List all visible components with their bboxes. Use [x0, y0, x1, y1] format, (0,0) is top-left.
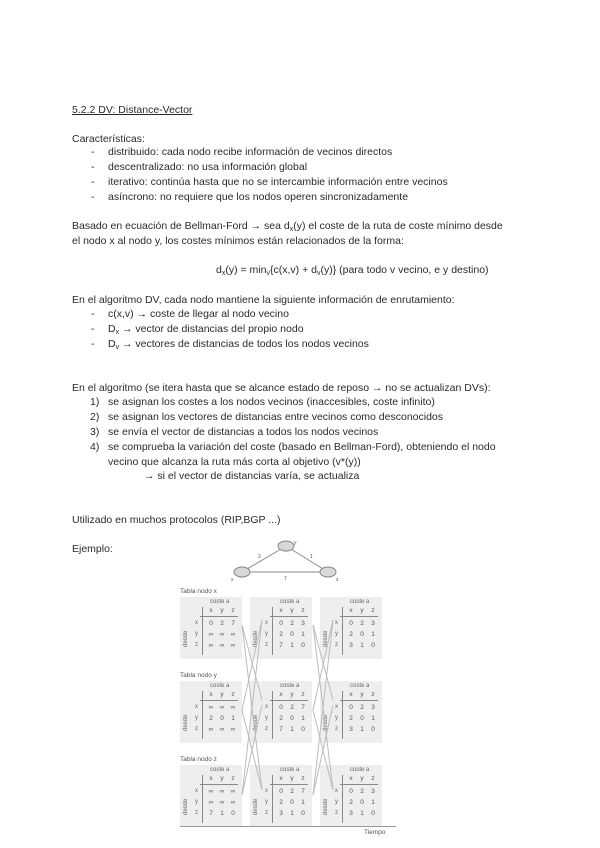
row-label: y: [335, 799, 338, 805]
table-cell: 0: [371, 642, 375, 649]
row-label: z: [195, 810, 198, 816]
time-axis: [180, 826, 396, 827]
side-label: desde: [253, 798, 259, 815]
row-label: z: [335, 726, 338, 732]
table-cell: 0: [360, 715, 364, 722]
table-cell: 2: [290, 620, 294, 627]
bellman-paragraph-line1: [72, 220, 503, 236]
text-run: {c(x,v) + d: [269, 264, 317, 276]
message-lines: [180, 590, 400, 830]
router-y: [278, 541, 294, 551]
table-cell: ∞: [230, 704, 236, 711]
list-item: descentralizado: no usa información global: [108, 161, 308, 173]
list-item: se asignan los vectores de distancias entre vecinos como desconocidos: [108, 411, 444, 423]
row-label: x: [335, 704, 338, 710]
bullet-dash: -: [91, 338, 95, 350]
table-cell: 0: [290, 799, 294, 806]
list-item: se envía el vector de distancias a todos los nodos vecinos: [108, 426, 379, 438]
table-cell: 2: [349, 631, 353, 638]
table-cell: ∞: [230, 788, 236, 795]
table-cell: ∞: [219, 726, 225, 733]
column-label: z: [301, 691, 305, 698]
table-cell: 1: [301, 631, 305, 638]
table-cell: 1: [220, 810, 224, 817]
edge-xy: [242, 546, 286, 572]
section-title: 5.2.2 DV: Distance-Vector: [72, 104, 193, 116]
subscript: x: [115, 329, 120, 336]
column-label: z: [301, 775, 305, 782]
list-item: distribuido: cada nodo recibe información de vecinos directos: [108, 146, 393, 158]
table-cell: 1: [371, 799, 375, 806]
router-z: [320, 567, 336, 577]
list-item-continuation: vecino que alcanza la ruta más corta al objetivo (v*(y)): [108, 456, 361, 468]
row-label: x: [195, 704, 198, 710]
message-line: [242, 620, 262, 710]
table-cell: ∞: [208, 631, 214, 638]
node-label-x: x: [231, 577, 234, 582]
table-cell: 1: [290, 642, 294, 649]
edge-cost-xy: 2: [258, 554, 261, 560]
table-header: coste a: [210, 599, 230, 605]
step-number: 1): [90, 396, 100, 408]
table-cell: 0: [349, 620, 353, 627]
table-header: coste a: [280, 767, 300, 773]
side-label: desde: [323, 798, 329, 815]
table-cell: 2: [349, 799, 353, 806]
text-run: Basado en ecuación de Bellman-Ford → sea d: [72, 220, 290, 232]
table-cell: 2: [360, 704, 364, 711]
bellman-paragraph-line2: el nodo x al nodo y, los costes mínimos están relacionados de la forma:: [72, 235, 404, 247]
table-cell: 0: [279, 788, 283, 795]
row-label: x: [265, 788, 268, 794]
table-header: coste a: [280, 599, 300, 605]
column-label: z: [231, 607, 235, 614]
table-header: coste a: [280, 683, 300, 689]
algorithm-heading: En el algoritmo (se itera hasta que se alcance estado de reposo → no se actualizan DVs):: [72, 382, 491, 394]
column-label: y: [360, 691, 364, 698]
column-label: x: [209, 607, 213, 614]
subscript: v: [266, 270, 270, 277]
edge-yz: [286, 546, 328, 572]
table-cell: 2: [360, 788, 364, 795]
table-cell: ∞: [230, 631, 236, 638]
list-item-sub-arrow: → si el vector de distancias varía, se actualiza: [144, 470, 360, 482]
list-item: [108, 323, 304, 339]
table-cell: 0: [349, 704, 353, 711]
side-label: desde: [323, 630, 329, 647]
table-cell: 1: [360, 810, 364, 817]
text-run: → vectores de distancias de todos los nodos vecinos: [119, 338, 369, 350]
subscript: v: [115, 344, 120, 351]
list-item: se comprueba la variación del coste (basado en Bellman-Ford), obteniendo el nodo: [108, 441, 496, 453]
row-label: z: [195, 726, 198, 732]
table-cell: ∞: [208, 788, 214, 795]
bullet-dash: -: [91, 161, 95, 173]
list-item: [108, 338, 369, 354]
table-title: Tabla nodo y: [180, 672, 217, 679]
column-label: y: [360, 607, 364, 614]
row-label: x: [265, 704, 268, 710]
table-cell: 2: [360, 620, 364, 627]
table-header: coste a: [350, 599, 370, 605]
table-cell: 3: [279, 810, 283, 817]
table-cell: ∞: [219, 642, 225, 649]
bullet-dash: -: [91, 308, 95, 320]
table-cell: 1: [360, 726, 364, 733]
row-label: y: [335, 715, 338, 721]
column-label: x: [279, 607, 283, 614]
example-label: Ejemplo:: [72, 543, 113, 555]
table-cell: 3: [349, 642, 353, 649]
table-cell: 0: [371, 810, 375, 817]
table-cell: 1: [290, 810, 294, 817]
table-cell: 1: [301, 715, 305, 722]
table-header: coste a: [350, 767, 370, 773]
row-label: z: [265, 726, 268, 732]
table-cell: ∞: [208, 726, 214, 733]
text-run: (y) el coste de la ruta de coste mínimo desde: [293, 220, 503, 232]
table-cell: 0: [301, 642, 305, 649]
table-cell: ∞: [219, 704, 225, 711]
table-cell: 3: [371, 620, 375, 627]
message-line: [313, 705, 333, 795]
column-label: y: [220, 691, 224, 698]
table-cell: 7: [301, 704, 305, 711]
table-cell: 7: [209, 810, 213, 817]
column-label: x: [279, 775, 283, 782]
table-cell: ∞: [219, 631, 225, 638]
row-label: z: [265, 810, 268, 816]
table-cell: 1: [360, 642, 364, 649]
column-label: z: [371, 775, 375, 782]
column-label: y: [290, 775, 294, 782]
table-cell: 2: [290, 788, 294, 795]
table-cell: 2: [290, 704, 294, 711]
row-label: x: [335, 788, 338, 794]
column-label: z: [301, 607, 305, 614]
column-label: y: [290, 607, 294, 614]
bullet-dash: -: [91, 176, 95, 188]
text-run: (y) = min: [225, 264, 267, 276]
column-label: z: [231, 691, 235, 698]
table-cell: 3: [371, 704, 375, 711]
row-label: y: [265, 631, 268, 637]
side-label: desde: [253, 630, 259, 647]
message-line: [242, 705, 262, 795]
table-cell: 3: [301, 620, 305, 627]
table-cell: 0: [290, 715, 294, 722]
table-cell: ∞: [208, 704, 214, 711]
row-label: x: [265, 620, 268, 626]
step-number: 4): [90, 441, 100, 453]
row-label: x: [335, 620, 338, 626]
message-line: [313, 620, 333, 710]
row-label: y: [265, 715, 268, 721]
table-cell: ∞: [230, 799, 236, 806]
row-label: z: [335, 642, 338, 648]
row-label: y: [195, 715, 198, 721]
table-cell: ∞: [219, 788, 225, 795]
table-cell: 3: [371, 788, 375, 795]
column-label: y: [220, 775, 224, 782]
row-label: y: [195, 631, 198, 637]
text-run: → vector de distancias del propio nodo: [119, 323, 304, 335]
table-cell: 0: [301, 726, 305, 733]
column-label: y: [220, 607, 224, 614]
table-cell: 2: [209, 715, 213, 722]
list-item: [108, 308, 289, 321]
row-label: y: [195, 799, 198, 805]
column-label: z: [371, 607, 375, 614]
bullet-dash: -: [91, 191, 95, 203]
row-label: z: [195, 642, 198, 648]
table-cell: ∞: [230, 642, 236, 649]
bullet-dash: -: [91, 323, 95, 335]
table-cell: 0: [279, 620, 283, 627]
step-number: 2): [90, 411, 100, 423]
table-cell: 1: [231, 715, 235, 722]
edge-cost-xz: 7: [284, 576, 287, 582]
table-header: coste a: [210, 683, 230, 689]
side-label: desde: [183, 714, 189, 731]
table-cell: 3: [349, 810, 353, 817]
row-label: x: [195, 620, 198, 626]
row-label: z: [335, 810, 338, 816]
table-cell: 1: [301, 799, 305, 806]
table-cell: ∞: [208, 799, 214, 806]
node-label-z: z: [336, 577, 339, 582]
side-label: desde: [253, 714, 259, 731]
table-cell: 0: [279, 704, 283, 711]
table-cell: 2: [279, 799, 283, 806]
column-label: x: [209, 775, 213, 782]
router-x: [234, 567, 250, 577]
table-title: Tabla nodo x: [180, 588, 217, 595]
network-graph: [228, 538, 344, 582]
message-line: [313, 625, 333, 700]
table-cell: 0: [349, 788, 353, 795]
text-run: (y)} (para todo v vecino, e y destino): [320, 264, 489, 276]
table-cell: 0: [220, 715, 224, 722]
side-label: desde: [183, 630, 189, 647]
column-label: y: [360, 775, 364, 782]
list-item: asíncrono: no requiere que los nodos operen sincronizadamente: [108, 191, 409, 203]
edge-cost-yz: 1: [310, 554, 313, 560]
table-header: coste a: [210, 767, 230, 773]
row-label: z: [265, 642, 268, 648]
column-label: z: [371, 691, 375, 698]
column-label: z: [231, 775, 235, 782]
bullet-dash: -: [91, 146, 95, 158]
table-cell: 0: [231, 810, 235, 817]
table-cell: 2: [279, 631, 283, 638]
table-cell: ∞: [230, 726, 236, 733]
table-cell: 1: [371, 715, 375, 722]
step-number: 3): [90, 426, 100, 438]
node-label-y: y: [294, 540, 297, 546]
side-label: desde: [183, 798, 189, 815]
table-cell: 0: [290, 631, 294, 638]
text-run: c(x,v) → coste de llegar al nodo vecino: [108, 308, 289, 320]
row-label: y: [335, 631, 338, 637]
table-cell: 0: [371, 726, 375, 733]
table-cell: 7: [279, 726, 283, 733]
time-label: Tiempo: [364, 829, 386, 836]
column-label: x: [349, 775, 353, 782]
text-run: d: [216, 264, 222, 276]
table-cell: 2: [220, 620, 224, 627]
side-label: desde: [323, 714, 329, 731]
subscript: v: [316, 270, 321, 277]
subscript: x: [221, 270, 226, 277]
subscript: x: [289, 226, 294, 233]
table-cell: 1: [290, 726, 294, 733]
table-cell: ∞: [219, 799, 225, 806]
table-cell: 0: [209, 620, 213, 627]
table-cell: 2: [349, 715, 353, 722]
column-label: x: [349, 691, 353, 698]
table-cell: 1: [371, 631, 375, 638]
list-item: se asignan los costes a los nodos vecinos (inaccesibles, coste infinito): [108, 396, 435, 408]
table-cell: 7: [231, 620, 235, 627]
list-item: iterativo: continúa hasta que no se intercambie información entre vecinos: [108, 176, 448, 188]
bellman-ford-formula: [216, 264, 489, 280]
column-label: x: [279, 691, 283, 698]
table-cell: 2: [279, 715, 283, 722]
column-label: y: [290, 691, 294, 698]
row-label: x: [195, 788, 198, 794]
table-cell: 0: [360, 631, 364, 638]
table-cell: 3: [349, 726, 353, 733]
message-line: [242, 625, 262, 700]
dv-info-heading: En el algoritmo DV, cada nodo mantiene la siguiente información de enrutamiento:: [72, 294, 455, 306]
protocols-note: Utilizado en muchos protocolos (RIP,BGP ...): [72, 514, 281, 526]
table-cell: 0: [301, 810, 305, 817]
text-run: D: [108, 323, 116, 335]
table-cell: ∞: [208, 642, 214, 649]
column-label: x: [349, 607, 353, 614]
features-heading: Características:: [72, 133, 145, 145]
row-label: y: [265, 799, 268, 805]
table-cell: 7: [301, 788, 305, 795]
table-header: coste a: [350, 683, 370, 689]
table-cell: 7: [279, 642, 283, 649]
table-title: Tabla nodo z: [180, 756, 217, 763]
table-cell: 0: [360, 799, 364, 806]
text-run: D: [108, 338, 116, 350]
column-label: x: [209, 691, 213, 698]
